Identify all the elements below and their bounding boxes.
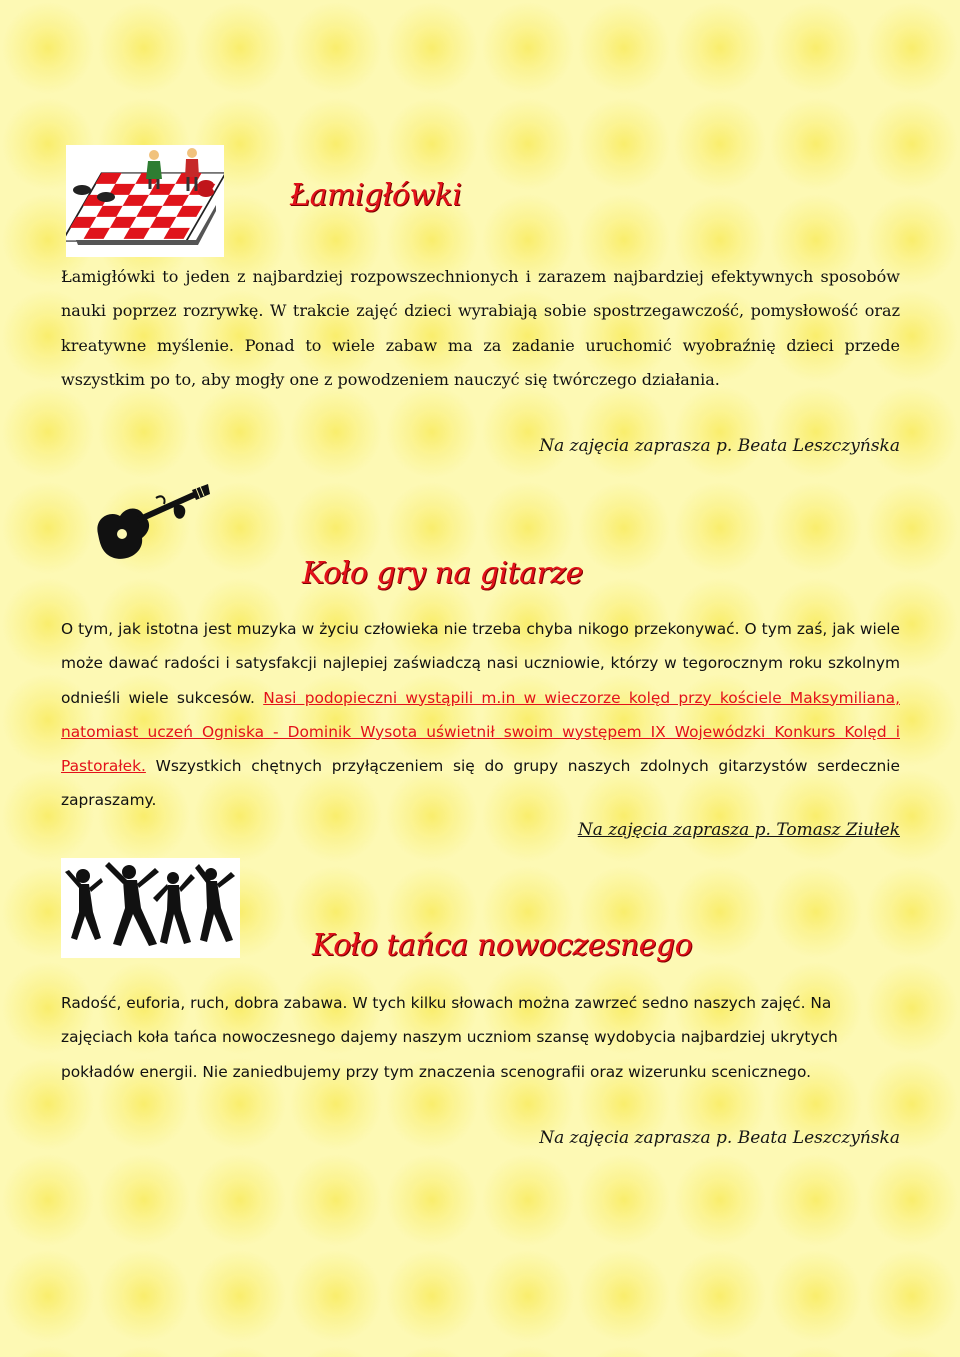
paragraph-guitar [61, 612, 900, 818]
section-text-dance [61, 986, 900, 1089]
signature-puzzles: Na zajęcia zaprasza p. Beata Leszczyńska [539, 436, 900, 456]
guitar-text-outro: Wszystkich chętnych przyłączeniem się do grupy naszych zdolnych gitarzystów serdecznie zapraszamy. [61, 757, 900, 810]
guitar-text-highlight: Nasi podopieczni wystąpili m.in w wieczorze kolęd przy kościele Maksymiliana, natomiast uczeń Ogniska - Dominik Wysota uświetnił swoim występem IX Wojewódzki Konkurs Kolęd i Pastorałek. [61, 688, 900, 776]
section-title-guitar: Koło gry na gitarze [302, 556, 583, 591]
guitar-text-intro: O tym, jak istotna jest muzyka w życiu człowieka nie trzeba chyba nikogo przekonywać. O tym zaś, jak wiele może dawać radości i satysfakcji najlepiej zaświadczą nasi uczniowie, którzy w tegorocznym roku szkolnym odnieśli wiele sukcesów. [61, 620, 900, 707]
section-title-dance: Koło tańca nowoczesnego [312, 928, 693, 963]
signature-guitar: Na zajęcia zaprasza p. Tomasz Ziułek [577, 820, 900, 840]
paragraph-dance: Radość, euforia, ruch, dobra zabawa. W tych kilku słowach można zawrzeć sedno naszych zajęć. Na zajęciach koła tańca nowoczesnego dajemy naszym uczniom szansę wydobycia najbardziej ukrytych pokładów energii. Nie zaniedbujemy przy tym znaczenia scenografii oraz wizerunku scenicznego. [61, 994, 838, 1081]
chessboard-game-icon [66, 145, 224, 257]
section-title-puzzles: Łamigłówki [290, 178, 462, 213]
signature-dance: Na zajęcia zaprasza p. Beata Leszczyńska [539, 1128, 900, 1148]
section-text-puzzles [61, 260, 900, 397]
section-text-guitar [61, 612, 900, 818]
dancers-icon [61, 858, 240, 958]
paragraph-puzzles: Łamigłówki to jeden z najbardziej rozpowszechnionych i zarazem najbardziej efektywnych sposobów nauki poprzez rozrywkę. W trakcie zajęć dzieci wyrabiają sobie spostrzegawczość, pomysłowość oraz kreatywne myślenie. Ponad to wiele zabaw ma za zadanie uruchomić wyobraźnię dzieci przede wszystkim po to, aby mogły one z powodzeniem nauczyć się twórczego działania. [61, 267, 900, 389]
guitar-icon [92, 482, 212, 562]
